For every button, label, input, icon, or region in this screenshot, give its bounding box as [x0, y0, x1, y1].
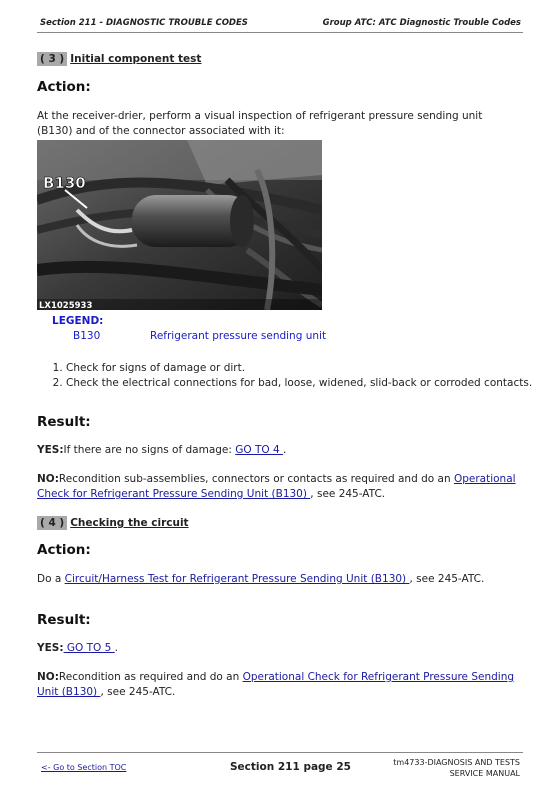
step-title: Initial component test: [70, 53, 202, 65]
action-pre: Do a: [37, 573, 65, 585]
page-number: Section 211 page 25: [230, 761, 351, 773]
operational-check-link[interactable]: Operational Check for Refrigerant Pressure Sending Unit (B130): [37, 473, 516, 500]
result-no: [37, 670, 517, 700]
result-no: [37, 472, 517, 502]
step-4-heading: [37, 517, 189, 529]
header-group-title: Group ATC: ATC Diagnostic Trouble Codes: [322, 18, 521, 28]
step-number: ( 4 ): [37, 516, 67, 530]
component-photo: [37, 140, 322, 310]
no-text: Recondition as required and do an: [58, 671, 243, 683]
figure-id: LX1025933: [39, 301, 93, 310]
document-id: [393, 757, 520, 779]
result-yes: [37, 443, 517, 458]
legend-label: LEGEND:: [52, 315, 104, 327]
go-to-4-link[interactable]: GO TO 4: [235, 444, 284, 456]
action-tail: , see 245-ATC.: [409, 573, 485, 585]
no-tail: , see 245-ATC.: [310, 488, 386, 500]
result-yes: [37, 641, 517, 656]
list-item: 1. Check for signs of damage or dirt.: [66, 361, 556, 376]
result-heading: Result:: [37, 612, 91, 628]
step-number: ( 3 ): [37, 52, 67, 66]
check-list: [40, 361, 556, 391]
action-text: [37, 572, 517, 587]
header-section-title: Section 211 - DIAGNOSTIC TROUBLE CODES: [40, 18, 248, 28]
legend-description: Refrigerant pressure sending unit: [150, 330, 327, 342]
action-text: At the receiver-drier, perform a visual inspection of refrigerant pressure sending unit (B130) and of the connector associated with it:: [37, 110, 483, 137]
yes-tail: .: [283, 444, 287, 456]
no-text: Recondition sub-assemblies, connectors or contacts as required and do an: [58, 473, 454, 485]
document-id-line2: SERVICE MANUAL: [449, 769, 520, 778]
legend-code: B130: [73, 330, 101, 342]
footer-divider: [37, 752, 523, 753]
circuit-harness-test-link[interactable]: Circuit/Harness Test for Refrigerant Pressure Sending Unit (B130): [64, 573, 410, 585]
step-title: Checking the circuit: [70, 517, 189, 529]
list-item: 2. Check the electrical connections for bad, loose, widened, slid-back or corroded contacts.: [66, 376, 556, 391]
no-label: NO:: [37, 671, 59, 683]
section-toc-link[interactable]: <- Go to Section TOC: [41, 763, 127, 772]
go-to-5-link[interactable]: GO TO 5: [63, 642, 115, 654]
step-3-heading: [37, 53, 201, 65]
header-divider: [37, 32, 523, 33]
yes-label: YES:: [37, 444, 64, 456]
no-tail: , see 245-ATC.: [100, 686, 176, 698]
page-header: [37, 18, 523, 32]
document-id-line1: tm4733-DIAGNOSIS AND TESTS: [393, 758, 520, 767]
action-heading: Action:: [37, 542, 91, 558]
action-heading: Action:: [37, 79, 91, 95]
yes-text: If there are no signs of damage:: [63, 444, 236, 456]
result-heading: Result:: [37, 414, 91, 430]
yes-tail: .: [114, 642, 119, 654]
no-label: NO:: [37, 473, 59, 485]
callout-b130: B130: [43, 174, 86, 192]
yes-label: YES:: [37, 642, 64, 654]
operational-check-link[interactable]: Operational Check for Refrigerant Pressure Sending Unit (B130): [37, 671, 515, 698]
